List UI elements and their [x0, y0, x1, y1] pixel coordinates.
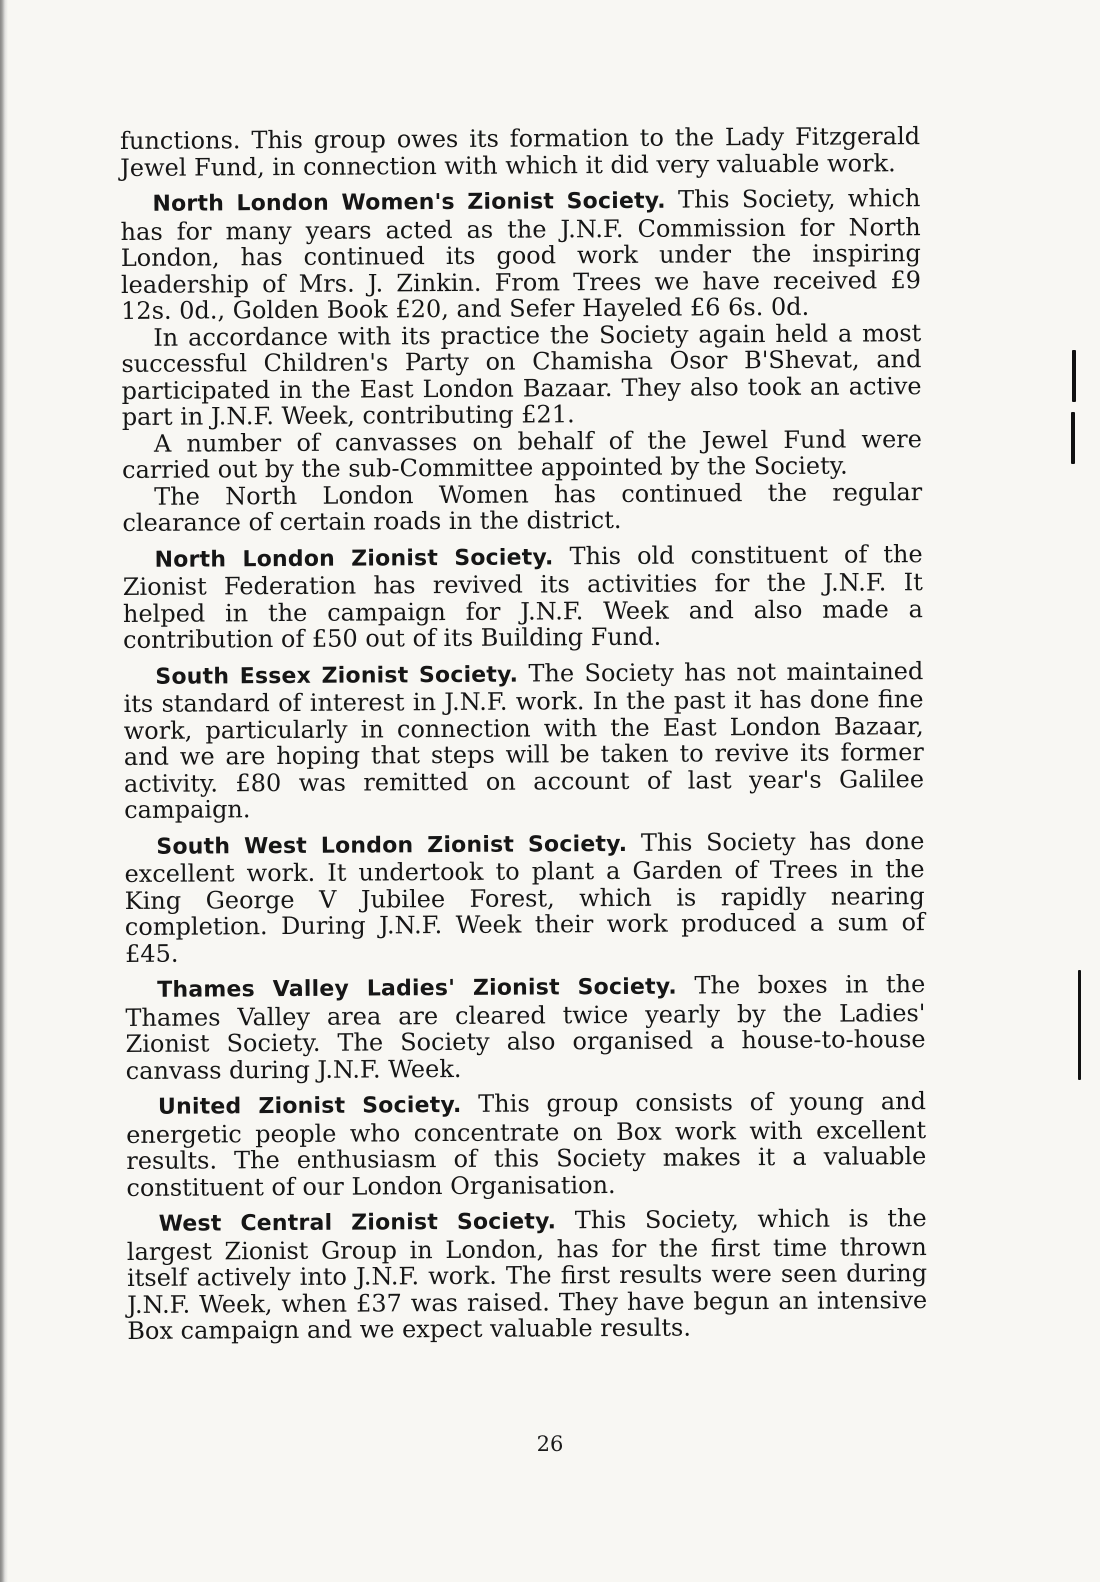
- section-heading: North London Women's Zionist Society.: [152, 188, 666, 217]
- section-south-essex: [123, 658, 924, 824]
- body-text: [120, 123, 927, 1344]
- section-north-london-womens: [120, 185, 921, 324]
- section-heading: South Essex Zionist Society.: [155, 662, 519, 690]
- section-north-london-zionist: [123, 541, 924, 654]
- section-heading: West Central Zionist Society.: [158, 1209, 557, 1237]
- section-text: This Society has done excellent work. It undertook to plant a Garden of Trees in the King George V Jubilee Forest, which is rapidly nearing completion. During J.N.F. Week their work produced a sum of £45.: [124, 826, 925, 968]
- edge-mark: [1078, 970, 1081, 1080]
- section-heading: United Zionist Society.: [157, 1092, 462, 1120]
- section-text: This Society, which has for many years acted as the J.N.F. Commission for North London, has continued its good work under the inspiring leadership of Mrs. J. Zinkin. From Trees we have received £9 12s. 0d., Golden Book £20, and Sefer Hayeled £6 6s. 0d.: [120, 184, 922, 325]
- section-heading: North London Zionist Society.: [154, 544, 554, 573]
- section-thames-valley: [125, 971, 926, 1084]
- edge-marks: [1070, 350, 1090, 1110]
- section-paragraph: A number of canvasses on behalf of the Jewel Fund were carried out by the sub-Committee appointed by the Society.: [122, 424, 922, 484]
- edge-mark: [1072, 350, 1076, 402]
- intro-paragraph: functions. This group owes its formation to the Lady Fitzgerald Jewel Fund, in connection with which it did very valuable work.: [119, 122, 921, 182]
- section-text: The Society has not maintained its standard of interest in J.N.F. work. In the past it has done fine work, particularly in connection with the East London Bazaar, and we are hoping that steps will be taken to revive its former activity. £80 was remitted on account of last year's Galilee campaign.: [123, 656, 925, 824]
- section-heading: South West London Zionist Society.: [156, 831, 628, 860]
- page-binding-edge: [0, 0, 8, 1582]
- section-paragraph: The North London Women has continued the regular clearance of certain roads in the district.: [122, 477, 923, 537]
- section-text: This group consists of young and energetic people who concentrate on Box work with excellent results. The enthusiasm of this Society makes it a valuable constituent of our London Organisation.: [126, 1087, 927, 1202]
- edge-mark: [1071, 412, 1075, 464]
- page-number: 26: [536, 1432, 564, 1456]
- section-text: The boxes in the Thames Valley area are cleared twice yearly by the Ladies' Zionist Society. The Society also organised a house-to-house canvass during J.N.F. Week.: [125, 970, 926, 1085]
- section-west-central: [127, 1205, 928, 1344]
- section-united-zionist: [126, 1088, 927, 1201]
- section-text: This Society, which is the largest Zionist Group in London, has for the first time thrown itself actively into J.N.F. work. The first results were seen during J.N.F. Week, when £37 was raised. They have begun an intensive Box campaign and we expect valuable results.: [126, 1204, 928, 1345]
- section-text: This old constituent of the Zionist Federation has revived its activities for the J.N.F. It helped in the campaign for J.N.F. Week and also made a contribution of £50 out of its Building Fund.: [122, 539, 924, 654]
- section-paragraph: In accordance with its practice the Society again held a most successful Children's Party on Chamisha Osor B'Shevat, and participated in the East London Bazaar. They also took an active part in J.N.F. Week, contributing £21.: [121, 318, 922, 431]
- section-heading: Thames Valley Ladies' Zionist Society.: [157, 974, 677, 1003]
- section-south-west-london: [124, 828, 925, 967]
